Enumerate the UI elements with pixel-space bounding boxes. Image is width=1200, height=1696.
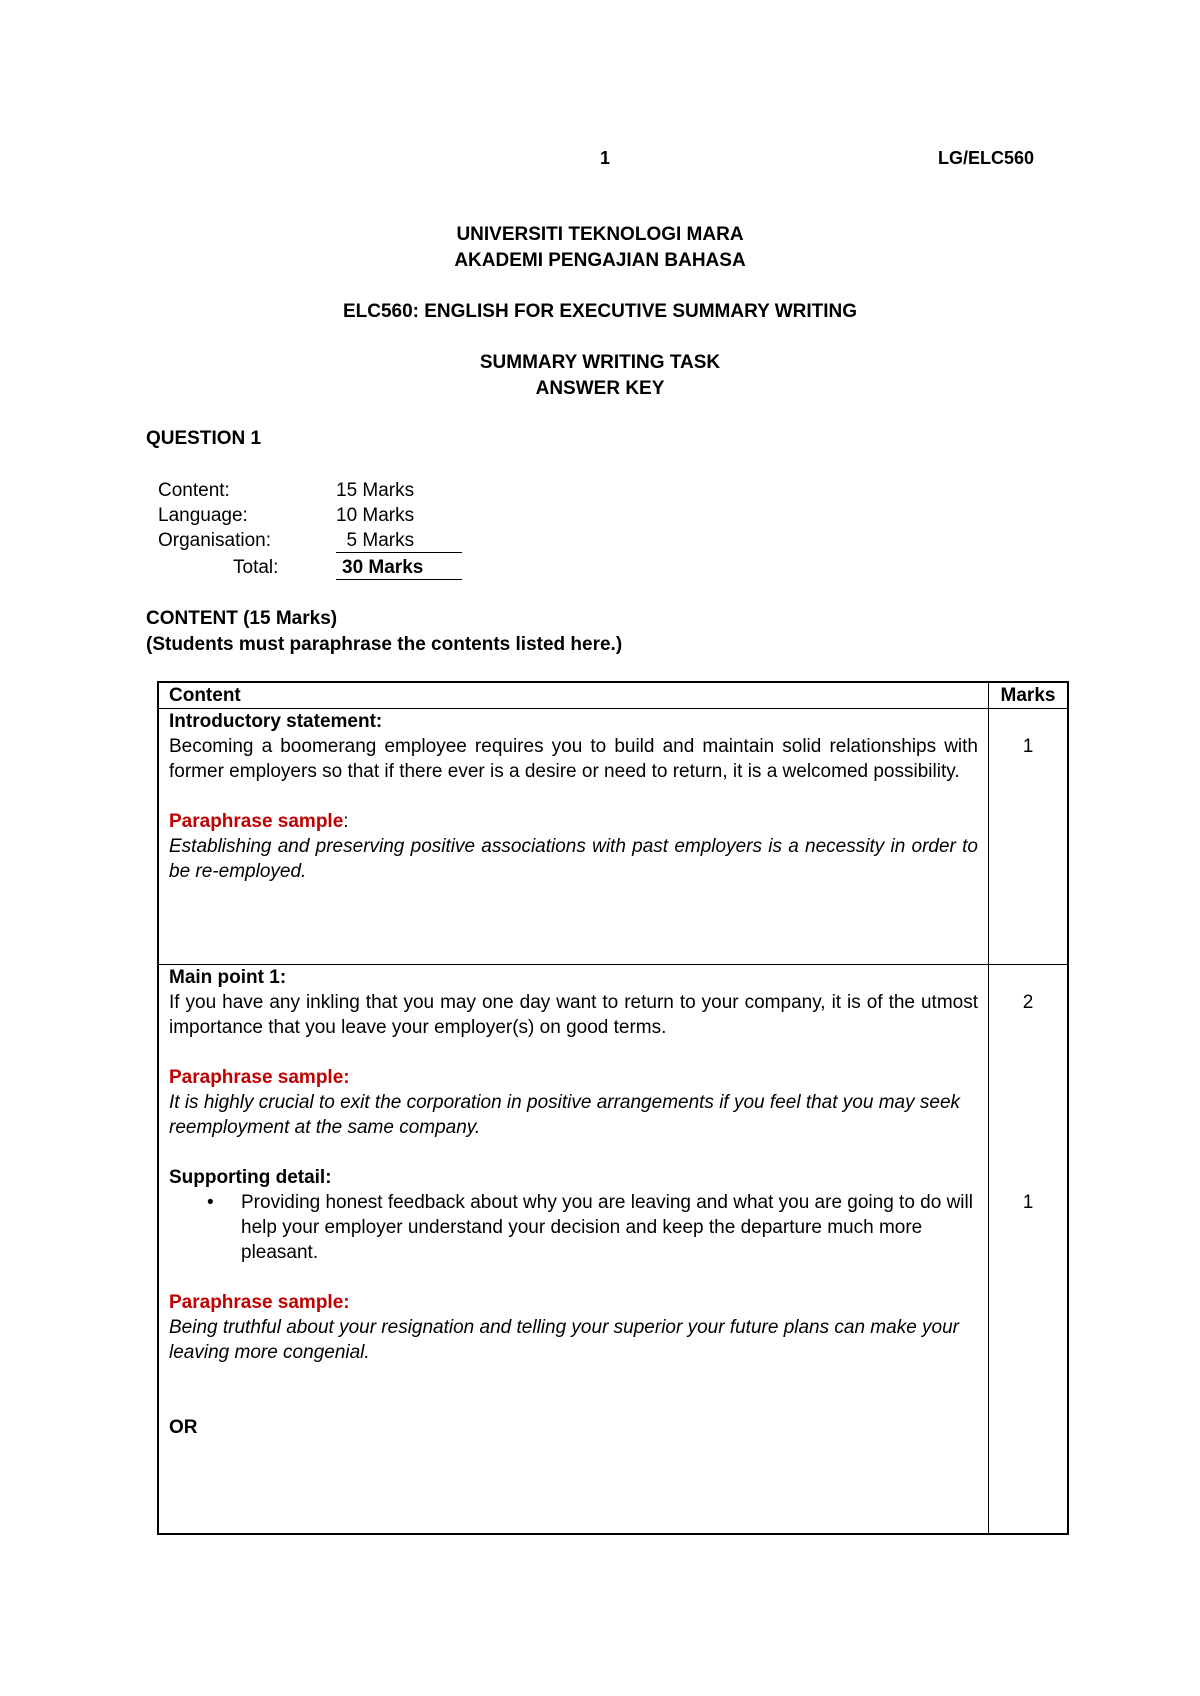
main-point-cell xyxy=(158,965,989,1535)
table-row xyxy=(158,965,1068,1535)
intro-paraphrase-label: Paraphrase sample xyxy=(169,811,344,832)
marks-label-language: Language: xyxy=(158,505,248,526)
total-label: Total: xyxy=(233,557,279,578)
answer-key-table xyxy=(157,681,1069,1535)
university-name: UNIVERSITI TEKNOLOGI MARA xyxy=(456,224,744,245)
main-point-marks: 2 xyxy=(1022,992,1034,1013)
intro-marks-cell xyxy=(989,709,1069,965)
header-content: Content xyxy=(158,682,989,709)
table-row xyxy=(158,709,1068,965)
marks-label-organisation: Organisation: xyxy=(158,530,272,551)
intro-text: Becoming a boomerang employee requires you to build and maintain solid relationships with former employers so that if there ever is a desire or need to return, it is a welcomed possibility. xyxy=(169,736,978,782)
intro-paraphrase-label-line xyxy=(169,809,978,834)
content-section-heading: CONTENT (15 Marks) xyxy=(146,608,338,629)
task-title: SUMMARY WRITING TASK xyxy=(479,352,721,373)
header-marks: Marks xyxy=(989,682,1069,709)
document-code: LG/ELC560 xyxy=(938,148,1035,168)
course-title: ELC560: ENGLISH FOR EXECUTIVE SUMMARY WRITING xyxy=(342,301,858,322)
main-point-paraphrase: It is highly crucial to exit the corporation in positive arrangements if you feel that you may seek reemployment at the same company. xyxy=(169,1092,961,1138)
total-value: 30 Marks xyxy=(336,557,462,580)
marks-value-language: 10 Marks xyxy=(336,505,415,526)
marks-label-content: Content: xyxy=(158,480,230,501)
question-heading: QUESTION 1 xyxy=(146,428,262,449)
main-point-paraphrase-label: Paraphrase sample: xyxy=(169,1067,350,1088)
intro-paraphrase: Establishing and preserving positive associations with past employers is a necessity in order to be re-employed. xyxy=(169,836,978,882)
supporting-paraphrase-label: Paraphrase sample: xyxy=(169,1292,350,1313)
intro-cell xyxy=(158,709,989,965)
marks-value-organisation: 5 Marks xyxy=(336,530,462,553)
table-header-row xyxy=(158,682,1068,709)
intro-paraphrase-colon: : xyxy=(343,811,349,832)
marks-value-content: 15 Marks xyxy=(336,480,415,501)
intro-heading: Introductory statement: xyxy=(169,711,383,732)
main-point-text: If you have any inkling that you may one day want to return to your company, it is of the utmost importance that you leave your employer(s) on good terms. xyxy=(169,992,978,1038)
content-section-note: (Students must paraphrase the contents listed here.) xyxy=(146,634,623,655)
main-point-marks-cell xyxy=(989,965,1069,1535)
supporting-paraphrase: Being truthful about your resignation and telling your superior your future plans can make your leaving more congenial. xyxy=(169,1317,960,1363)
supporting-detail-item: • Providing honest feedback about why you are leaving and what you are going to do will help your employer understand your decision and keep the departure much more pleasant. xyxy=(241,1190,978,1265)
supporting-detail-heading: Supporting detail: xyxy=(169,1167,332,1188)
or-label: OR xyxy=(169,1417,198,1438)
answer-key-title: ANSWER KEY xyxy=(535,378,665,399)
supporting-detail-marks: 1 xyxy=(1022,1192,1034,1213)
supporting-detail-list xyxy=(169,1190,978,1265)
academy-name: AKADEMI PENGAJIAN BAHASA xyxy=(454,250,746,271)
page-number: 1 xyxy=(600,148,611,168)
main-point-heading: Main point 1: xyxy=(169,967,287,988)
intro-marks: 1 xyxy=(1022,736,1034,757)
